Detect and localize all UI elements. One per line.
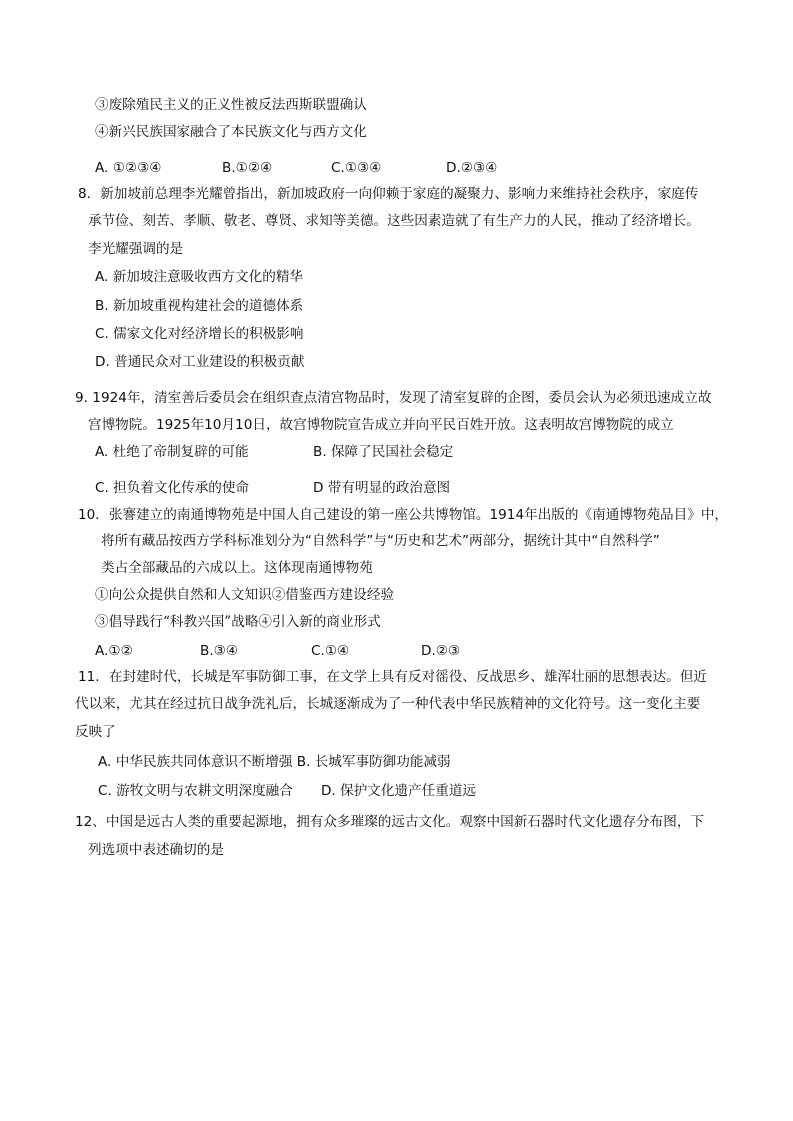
q10-stem-line-2: 将所有藏品按西方学科标准划分为“自然科学”与“历史和艺术”两部分，据统计其中“自然科学”: [101, 533, 660, 549]
q10-stem-line-3: 类占全部藏品的六成以上。这体现南通博物苑: [101, 560, 373, 576]
q11-option-d: D. 保护文化遗产任重道远: [321, 783, 477, 799]
q10-option-a: A.①②: [95, 643, 133, 659]
q9-stem-line-2: 宫博物院。1925年10月10日，故宫博物院宣告成立并向平民百姓开放。这表明故宫博物院的成立: [88, 417, 674, 433]
q7-option-c: C.①③④: [331, 160, 382, 176]
q8-option-a: A. 新加坡注意吸收西方文化的精华: [95, 269, 304, 285]
q8-option-c: C. 儒家文化对经济增长的积极影响: [95, 326, 304, 342]
q10-stem-line-1: 10．张謇建立的南通博物苑是中国人自己建设的第一座公共博物馆。1914年出版的《南通博物苑品目》中，: [78, 507, 729, 523]
q7-option-d: D.②③④: [446, 160, 498, 176]
q9-option-b: B. 保障了民国社会稳定: [313, 444, 454, 460]
q8-option-b: B. 新加坡重视构建社会的道德体系: [95, 298, 304, 314]
q7-statement-3: ③废除殖民主义的正义性被反法西斯联盟确认: [95, 97, 367, 113]
q11-option-c: C. 游牧文明与农耕文明深度融合: [98, 783, 293, 799]
q7-option-a: A. ①②③④: [95, 160, 162, 176]
q11-options-a-b: A. 中华民族共同体意识不断增强 B. 长城军事防御功能减弱: [98, 754, 451, 770]
q10-statements-3-4: ③倡导践行“科教兴国”战略④引入新的商业形式: [95, 614, 381, 630]
q9-stem-line-1: 9. 1924年，清室善后委员会在组织查点清宫物品时，发现了清室复辟的企图，委员会认为必须迅速成立故: [75, 390, 712, 406]
q11-stem-line-3: 反映了: [75, 724, 116, 740]
q10-statements-1-2: ①向公众提供自然和人文知识②借鉴西方建设经验: [95, 587, 395, 603]
q7-option-b: B.①②④: [222, 160, 273, 176]
q11-stem-line-1: 11．在封建时代，长城是军事防御工事，在文学上具有反对徭役、反战思乡、雄浑壮丽的思想表达。但近: [78, 669, 708, 685]
q8-option-d: D. 普通民众对工业建设的积极贡献: [95, 354, 305, 370]
q10-option-c: C.①④: [311, 643, 350, 659]
q8-stem-line-2: 承节俭、刻苦、孝顺、敬老、尊贤、求知等美德。这些因素造就了有生产力的人民，推动了经济增长。: [88, 213, 700, 229]
q12-stem-line-2: 列选项中表述确切的是: [88, 842, 224, 858]
q9-option-d: D 带有明显的政治意图: [313, 480, 451, 496]
q8-stem-line-3: 李光耀强调的是: [88, 241, 184, 257]
q8-stem-line-1: 8．新加坡前总理李光耀曾指出，新加坡政府一向仰赖于家庭的凝聚力、影响力来维持社会秩序，家庭传: [78, 186, 699, 202]
q12-stem-line-1: 12、中国是远古人类的重要起源地，拥有众多璀璨的远古文化。观察中国新石器时代文化遗存分布图，下: [75, 814, 705, 830]
q11-stem-line-2: 代以来，尤其在经过抗日战争洗礼后，长城逐渐成为了一种代表中华民族精神的文化符号。这一变化主要: [75, 696, 701, 712]
q10-option-b: B.③④: [200, 643, 239, 659]
q9-option-a: A. 杜绝了帝制复辟的可能: [95, 444, 249, 460]
q9-option-c: C. 担负着文化传承的使命: [95, 480, 250, 496]
q7-statement-4: ④新兴民族国家融合了本民族文化与西方文化: [95, 124, 367, 140]
q10-option-d: D.②③: [421, 643, 461, 659]
